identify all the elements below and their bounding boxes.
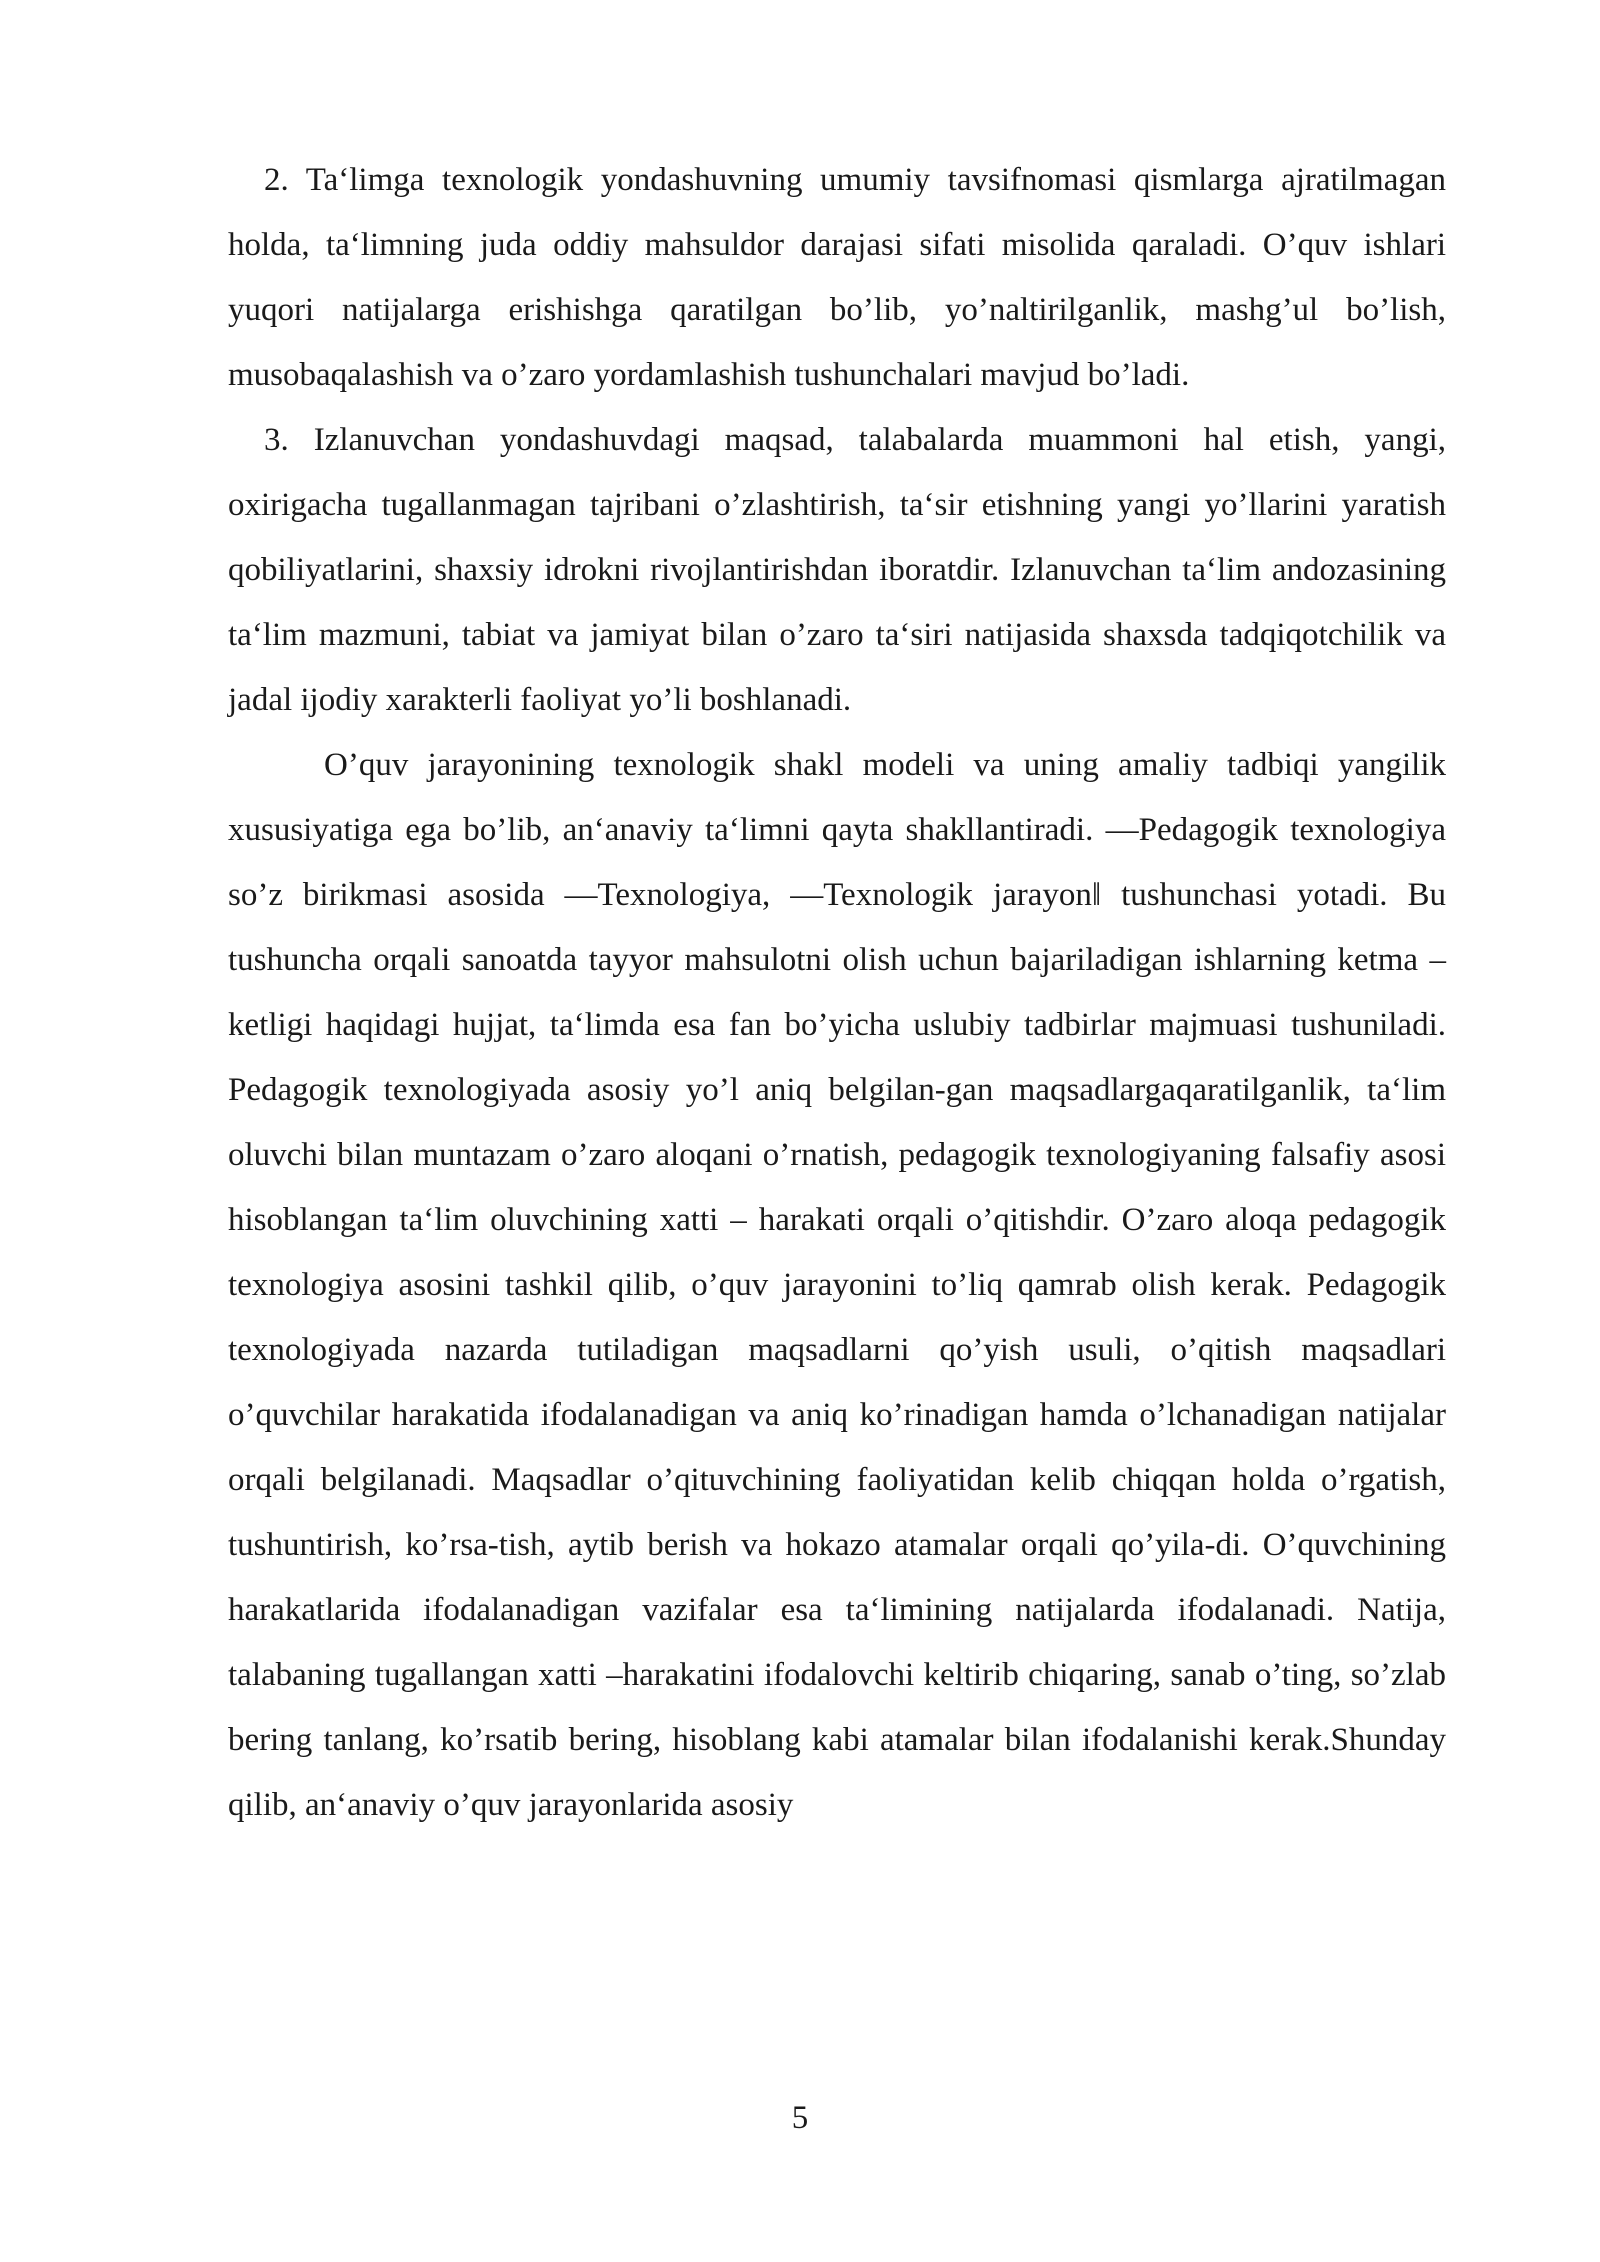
page-number: 5 xyxy=(791,2100,809,2136)
paragraph-item-3: 3. Izlanuvchan yondashuvdagi maqsad, talabalarda muammoni hal etish, yangi, oxirigacha tugallanmagan tajribani o’zlashtirish, ta‘sir etishning yangi yo’llarini yaratish qobiliyatlarini, shaxsiy idrokni rivojlantirishdan iboratdir. Izlanuvchan ta‘lim andozasining ta‘lim mazmuni, tabiat va jamiyat bilan o’zaro ta‘siri natijasida shaxsda tadqiqotchilik va jadal ijodiy xarakterli faoliyat yo’li boshlanadi. xyxy=(228,422,1446,718)
body-text xyxy=(228,148,1446,1838)
paragraph-pedagogical-technology: O’quv jarayonining texnologik shakl modeli va uning amaliy tadbiqi yangilik xususiyatiga ega bo’lib, an‘anaviy ta‘limni qayta shakllantiradi. ―Pedagogik texnologiya so’z birikmasi asosida ―Texnologiya, ―Texnologik jarayon‖ tushunchasi yotadi. Bu tushuncha orqali sanoatda tayyor mahsulotni olish uchun bajariladigan ishlarning ketma – ketligi haqidagi hujjat, ta‘limda esa fan bo’yicha uslubiy tadbirlar majmuasi tushuniladi. Pedagogik texnologiyada asosiy yo’l aniq belgilan-gan maqsadlargaqaratilganlik, ta‘lim oluvchi bilan muntazam o’zaro aloqani o’rnatish, pedagogik texnologiyaning falsafiy asosi hisoblangan ta‘lim oluvchining xatti – harakati orqali o’qitishdir. O’zaro aloqa pedagogik texnologiya asosini tashkil qilib, o’quv jarayonini to’liq qamrab olish kerak. Pedagogik texnologiyada nazarda tutiladigan maqsadlarni qo’yish usuli, o’qitish maqsadlari o’quvchilar harakatida ifodalanadigan va aniq ko’rinadigan hamda o’lchanadigan natijalar orqali belgilanadi. Maqsadlar o’qituvchining faoliyatidan kelib chiqqan holda o’rgatish, tushuntirish, ko’rsa-tish, aytib berish va hokazo atamalar orqali qo’yila-di. O’quvchining harakatlarida ifodalanadigan vazifalar esa ta‘limining natijalarda ifodalanadi. Natija, talabaning tugallangan xatti –harakatini ifodalovchi keltirib chiqaring, sanab o’ting, so’zlab bering tanlang, ko’rsatib bering, hisoblang kabi atamalar bilan ifodalanishi kerak.Shunday qilib, an‘anaviy o’quv jarayonlarida asosiy xyxy=(228,747,1446,1823)
paragraph-item-2: 2. Ta‘limga texnologik yondashuvning umumiy tavsifnomasi qismlarga ajratilmagan holda, ta‘limning juda oddiy mahsuldor darajasi sifati misolida qaraladi. O’quv ishlari yuqori natijalarga erishishga qaratilgan bo’lib, yo’naltirilganlik, mashg’ul bo’lish, musobaqalashish va o’zaro yordamlashish tushunchalari mavjud bo’ladi. xyxy=(228,162,1446,393)
